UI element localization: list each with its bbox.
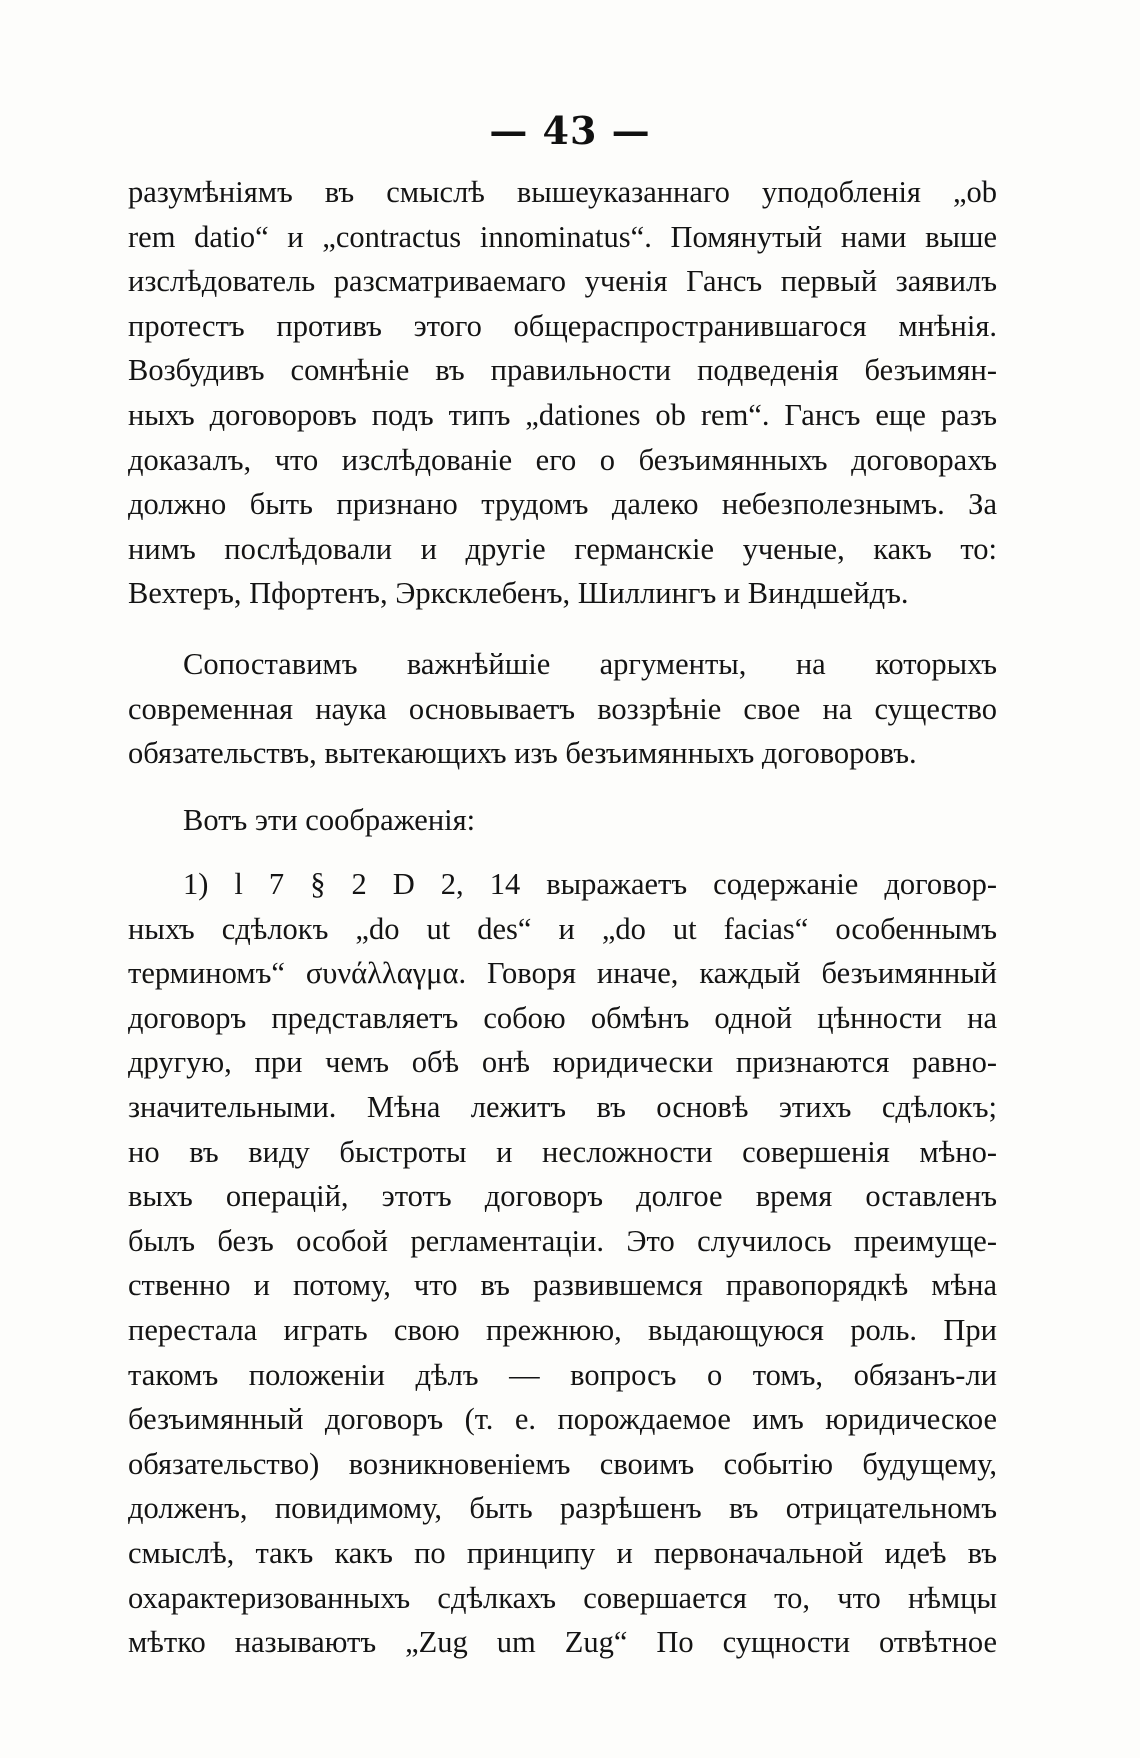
text-line: rem datio“ и „contractus innominatus“. Помянутый нами выше xyxy=(128,219,997,254)
text-line: обязательство) возникновеніемъ своимъ событію будущему, xyxy=(128,1446,997,1481)
text-line: должно быть признано трудомъ далеко небезполезнымъ. За xyxy=(128,487,997,522)
text-line: охарактеризованныхъ сдѣлкахъ совершается то, что нѣмцы xyxy=(128,1580,997,1615)
text-line: ственно и потому, что въ развившемся правопорядкѣ мѣна xyxy=(128,1268,997,1303)
text-line: терминомъ“ συνάλλαγμα. Говоря иначе, каждый безъимянный xyxy=(128,956,997,991)
text-line: смыслѣ, такъ какъ по принципу и первоначальной идеѣ въ xyxy=(128,1535,997,1570)
text-line: значительными. Мѣна лежитъ въ основѣ этихъ сдѣлокъ; xyxy=(128,1089,997,1124)
text-line: современная наука основываетъ воззрѣніе свое на существо xyxy=(128,691,997,726)
text-line: нимъ послѣдовали и другіе германскіе ученые, какъ то: xyxy=(128,531,997,566)
text-line: договоръ представляетъ собою обмѣнъ одной цѣнности на xyxy=(128,1000,997,1035)
text-line: Вехтеръ, Пфортенъ, Эрксклебенъ, Шиллингъ и Виндшейдъ. xyxy=(128,576,909,611)
text-line: безъимянный договоръ (т. е. порождаемое имъ юридическое xyxy=(128,1402,997,1437)
text-line: другую, при чемъ обѣ онѣ юридически признаются равно- xyxy=(128,1045,997,1080)
text-line: протестъ противъ этого общераспространившагося мнѣнія. xyxy=(128,308,997,343)
text-line: ныхъ договоровъ подъ типъ „dationes ob rem“. Гансъ еще разъ xyxy=(128,397,997,432)
text-line: доказалъ, что изслѣдованіе его о безъимянныхъ договорахъ xyxy=(128,442,997,477)
text-line: выхъ операцій, этотъ договоръ долгое время оставленъ xyxy=(128,1179,997,1214)
text-line: 1) l 7 § 2 D 2, 14 выражаетъ содержаніе договор- xyxy=(183,867,997,901)
text-line: Вотъ эти соображенія: xyxy=(183,803,476,837)
text-line: Возбудивъ сомнѣніе въ правильности подведенія безъимян- xyxy=(128,353,997,388)
text-line: такомъ положеніи дѣлъ — вопросъ о томъ, обязанъ-ли xyxy=(128,1357,997,1392)
text-line: разумѣніямъ въ смыслѣ вышеуказаннаго уподобленія „ob xyxy=(128,175,997,209)
text-line: обязательствъ, вытекающихъ изъ безъимянныхъ договоровъ. xyxy=(128,736,917,771)
text-line: былъ безъ особой регламентаціи. Это случилось преимуще- xyxy=(128,1223,997,1258)
text-line: изслѣдователь разсматриваемаго ученія Гансъ первый заявилъ xyxy=(128,264,997,299)
text-line: но въ виду быстроты и несложности совершенія мѣно- xyxy=(128,1134,997,1169)
paragraph-4 xyxy=(128,862,997,1665)
text-line: ныхъ сдѣлокъ „do ut des“ и „do ut facias“ особеннымъ xyxy=(128,911,997,946)
text-line: мѣтко называютъ „Zug um Zug“ По сущности отвѣтное xyxy=(128,1625,997,1660)
text-line: Сопоставимъ важнѣйшіе аргументы, на которыхъ xyxy=(183,647,997,681)
text-line: перестала играть свою прежнюю, выдающуюся роль. При xyxy=(128,1312,997,1347)
paragraph-1 xyxy=(128,170,997,616)
paragraph-2 xyxy=(128,642,997,776)
text-line: долженъ, повидимому, быть разрѣшенъ въ отрицательномъ xyxy=(128,1491,997,1526)
page-number: — 43 — xyxy=(489,108,651,153)
paragraph-3 xyxy=(128,798,997,843)
